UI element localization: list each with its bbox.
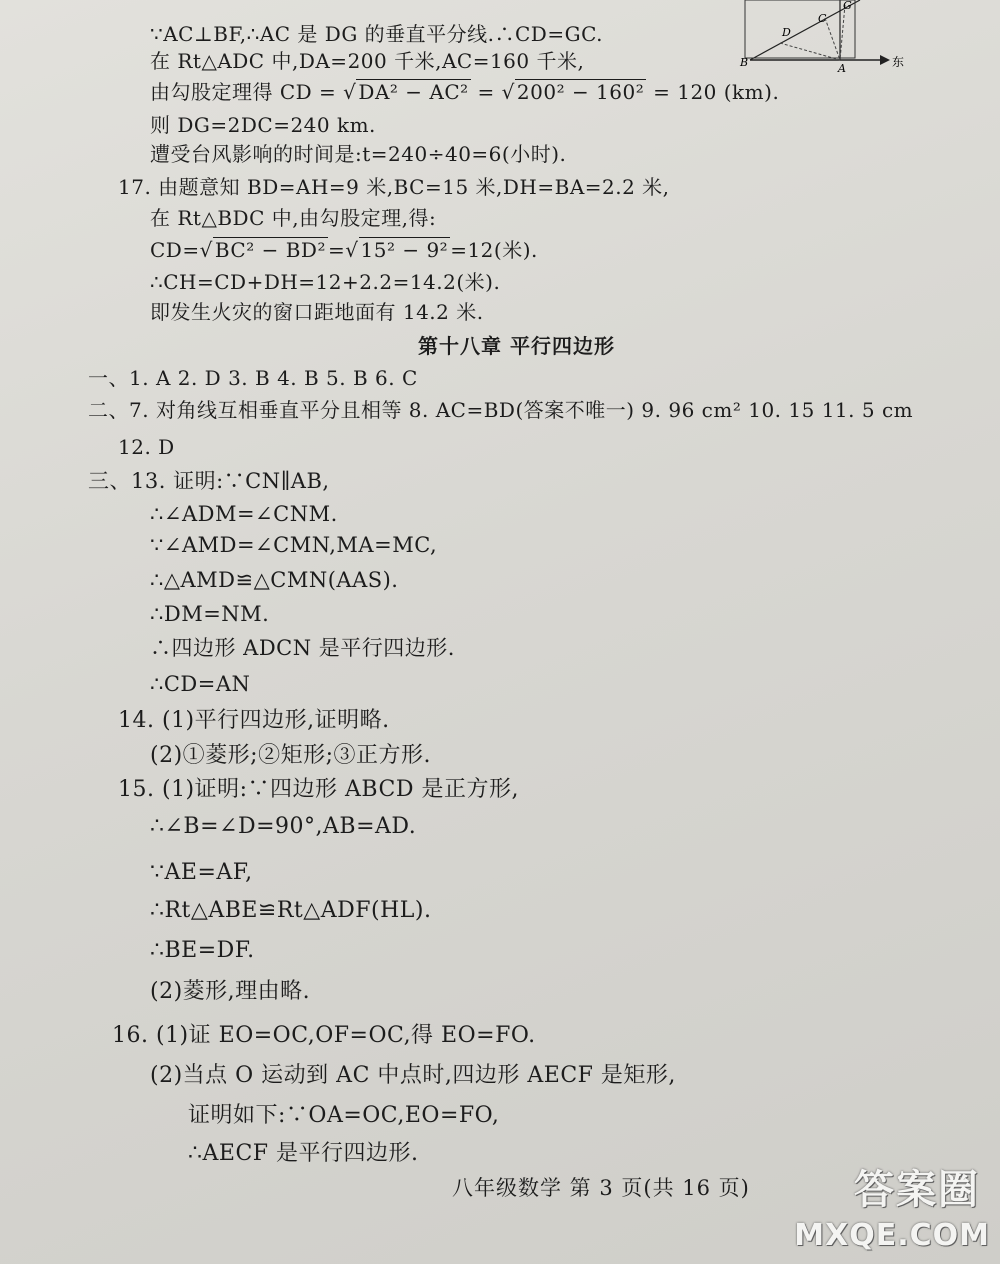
formula-radicand: BC² − BD²	[214, 238, 326, 262]
text-line: (2)当点 O 运动到 AC 中点时,四边形 AECF 是矩形,	[150, 1063, 676, 1088]
text-line: ∴△AMD≌△CMN(AAS).	[150, 568, 399, 592]
figure-label-b: B	[740, 56, 749, 69]
text-line: ∴DM=NM.	[150, 602, 270, 626]
figure-label-c: C	[818, 12, 827, 25]
watermark-en: MXQE.COM	[794, 1218, 990, 1253]
text-line: ∴AECF 是平行四边形.	[188, 1141, 419, 1166]
answers-section-3: 三、13. 证明:∵CN∥AB,	[88, 469, 330, 493]
geometry-figure	[730, 0, 930, 80]
formula-line: CD=√ BC² − BD² =√ 15² − 9² =12(米).	[150, 238, 538, 262]
text-line: 则 DG=2DC=240 km.	[150, 113, 376, 137]
answers-section-1: 一、1. A 2. D 3. B 4. B 5. B 6. C	[88, 366, 418, 390]
watermark-logo	[790, 1140, 1000, 1264]
text-line: 12. D	[118, 435, 175, 459]
text-line: ∴∠ADM=∠CNM.	[150, 502, 338, 526]
formula-radicand: 15² − 9²	[360, 238, 449, 262]
formula-radicand: DA² − AC²	[358, 80, 469, 104]
text-line: ∴CD=AN	[150, 672, 251, 696]
figure-label-g: G	[843, 0, 852, 12]
text-line: (2)①菱形;②矩形;③正方形.	[150, 743, 431, 768]
text-line: ∵∠AMD=∠CMN,MA=MC,	[150, 533, 438, 557]
formula-radicand: 200² − 160²	[516, 80, 645, 104]
text-line: ∵AC⊥BF,∴AC 是 DG 的垂直平分线.∴CD=GC.	[150, 22, 604, 46]
question-15-line: 15. (1)证明:∵四边形 ABCD 是正方形,	[118, 777, 519, 802]
text-line: ∴Rt△ABE≌Rt△ADF(HL).	[150, 898, 432, 923]
text-line: ∴∠B=∠D=90°,AB=AD.	[150, 814, 417, 839]
chapter-title: 第十八章 平行四边形	[418, 334, 615, 358]
text-line: 在 Rt△ADC 中,DA=200 千米,AC=160 千米,	[150, 49, 585, 73]
watermark-cn: 答案圈	[854, 1167, 980, 1213]
question-16-line: 16. (1)证 EO=OC,OF=OC,得 EO=FO.	[112, 1023, 536, 1048]
figure-label-a: A	[838, 62, 846, 75]
formula-eq: =	[470, 80, 502, 104]
page-footer: 八年级数学 第 3 页(共 16 页)	[452, 1176, 750, 1200]
formula-eq: =	[327, 238, 346, 262]
formula-suffix: = 120 (km).	[646, 80, 780, 104]
text-line: 即发生火灾的窗口距地面有 14.2 米.	[150, 300, 484, 324]
text-line: ∴四边形 ADCN 是平行四边形.	[150, 636, 455, 660]
formula-prefix: CD=	[150, 238, 200, 262]
formula-suffix: =12(米).	[450, 238, 538, 262]
text-line: ∵AE=AF,	[150, 860, 253, 885]
text-line: 在 Rt△BDC 中,由勾股定理,得:	[150, 206, 437, 230]
formula-line: 由勾股定理得 CD = √ DA² − AC² = √ 200² − 160² = 120 (km).	[150, 80, 780, 104]
answers-section-2: 二、7. 对角线互相垂直平分且相等 8. AC=BD(答案不唯一) 9. 96 cm² 10. 15 11. 5 cm	[88, 398, 914, 422]
text-line: 证明如下:∵OA=OC,EO=FO,	[188, 1103, 500, 1128]
figure-label-d: D	[782, 26, 791, 39]
formula-prefix: 由勾股定理得 CD =	[150, 80, 344, 104]
text-line: ∴CH=CD+DH=12+2.2=14.2(米).	[150, 270, 501, 294]
text-line: ∴BE=DF.	[150, 938, 255, 963]
question-17-line: 17. 由题意知 BD=AH=9 米,BC=15 米,DH=BA=2.2 米,	[118, 175, 670, 199]
question-14-line: 14. (1)平行四边形,证明略.	[118, 708, 390, 733]
text-line: (2)菱形,理由略.	[150, 979, 311, 1004]
text-line: 遭受台风影响的时间是:t=240÷40=6(小时).	[150, 142, 567, 166]
figure-label-east: 东	[892, 55, 905, 69]
